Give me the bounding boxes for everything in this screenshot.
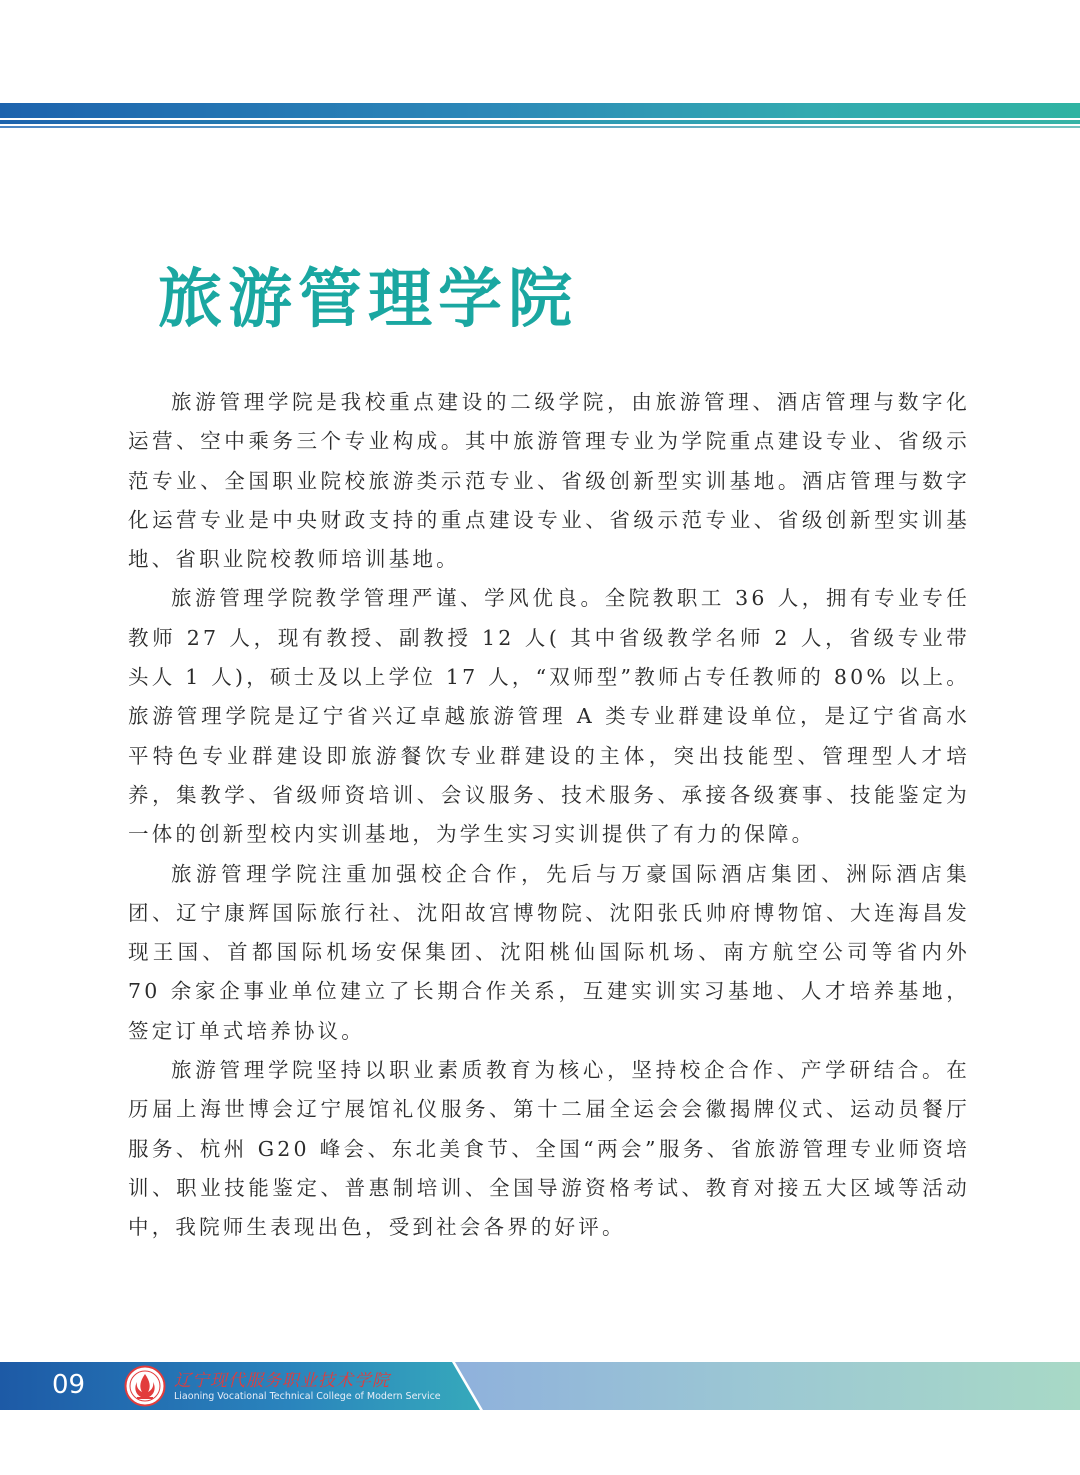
page-number: 09 xyxy=(52,1370,86,1400)
top-band-main-stripe xyxy=(0,103,1080,118)
top-band-hairline-stripe xyxy=(0,126,1080,128)
paragraph-partnerships: 旅游管理学院注重加强校企合作，先后与万豪国际酒店集团、洲际酒店集团、辽宁康辉国际旅行社、沈阳故宫博物院、沈阳张氏帅府博物馆、大连海昌发现王国、首都国际机场安保集团、沈阳桃仙国际机场、南方航空公司等省内外 70 余家企事业单位建立了长期合作关系，互建实训实习基地、人才培养基地，签定订单式培养协议。 xyxy=(128,861,970,1043)
page-title: 旅游管理学院 xyxy=(158,263,578,337)
paragraph-faculty: 旅游管理学院教学管理严谨、学风优良。全院教职工 36 人，拥有专业专任教师 27 人，现有教授、副教授 12 人( 其中省级教学名师 2 人，省级专业带头人 1 人)，硕士及以上学位 17 人，“双师型”教师占专任教师的 80% 以上。旅游管理学院是辽宁省兴辽卓越旅游管理 A 类专业群建设单位，是辽宁省高水平特色专业群建设即旅游餐饮专业群建设的主体，突出技能型、管理型人才培养，集教学、省级师资培训、会议服务、技术服务、承接各级赛事、技能鉴定为一体的创新型校内实训基地，为学生实习实训提供了有力的保障。 xyxy=(128,586,970,847)
footer-right-band xyxy=(455,1362,1080,1410)
footer-band xyxy=(0,1362,1080,1410)
paragraph-achievements: 旅游管理学院坚持以职业素质教育为核心，坚持校企合作、产学研结合。在历届上海世博会辽宁展馆礼仪服务、第十二届全运会会徽揭牌仪式、运动员餐厅服务、杭州 G20 峰会、东北美食节、全国“两会”服务、省旅游管理专业师资培训、职业技能鉴定、普惠制培训、全国导游资格考试、教育对接五大区域等活动中，我院师生表现出色，受到社会各界的好评。 xyxy=(128,1058,970,1240)
college-emblem-icon xyxy=(124,1365,166,1407)
body-text xyxy=(128,383,970,1248)
college-name-english: Liaoning Vocational Technical College of Modern Service xyxy=(174,1391,441,1402)
top-decorative-band xyxy=(0,103,1080,131)
top-band-thin-stripe xyxy=(0,120,1080,124)
paragraph-intro: 旅游管理学院是我校重点建设的二级学院，由旅游管理、酒店管理与数字化运营、空中乘务三个专业构成。其中旅游管理专业为学院重点建设专业、省级示范专业、全国职业院校旅游类示范专业、省级创新型实训基地。酒店管理与数字化运营专业是中央财政支持的重点建设专业、省级示范专业、省级创新型实训基地、省职业院校教师培训基地。 xyxy=(128,390,970,572)
college-name-chinese: 辽宁现代服务职业技术学院 xyxy=(174,1371,390,1391)
